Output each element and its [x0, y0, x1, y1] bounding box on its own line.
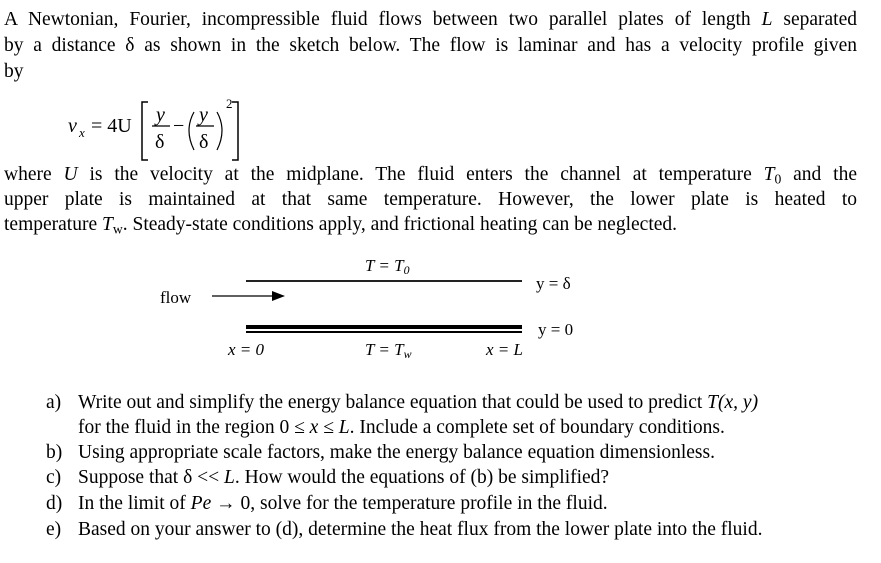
var-L: L — [761, 9, 773, 30]
var-T: T — [102, 214, 113, 235]
text: separated — [772, 9, 857, 30]
text: A Newtonian, Fourier, incompressible fluid flows between two parallel plates of length — [4, 9, 762, 30]
right-paren — [217, 112, 222, 150]
var: x — [309, 417, 319, 438]
question-e-label: e) — [46, 519, 62, 540]
subscript: 0 — [403, 262, 410, 277]
var: L — [224, 467, 235, 488]
subscript: w — [112, 221, 123, 237]
para2-line-2: upper plate is maintained at that same temperature. However, the lower plate is heated to — [4, 189, 857, 210]
var-U: U — [63, 164, 78, 185]
subscript: w — [403, 346, 412, 361]
text: In the limit of — [78, 493, 191, 514]
x0-label: x = 0 — [228, 340, 265, 359]
upper-y-label: y = δ — [536, 274, 571, 293]
question-c-label: c) — [46, 467, 62, 488]
upper-plate — [246, 280, 522, 282]
var-T: T — [763, 164, 775, 185]
eq-minus: − — [173, 115, 185, 137]
intro-line-3: by — [4, 61, 24, 82]
eq-den-2: δ — [199, 131, 209, 153]
eq-exponent: 2 — [226, 96, 233, 111]
var: L — [338, 417, 350, 438]
var: T(x, y) — [707, 392, 759, 413]
question-e-text: Based on your answer to (d), determine the heat flux from the lower plate into the fluid. — [78, 519, 763, 540]
text: Write out and simplify the energy balance equation that could be used to predict — [78, 392, 708, 413]
text: → 0, solve for the temperature profile in the fluid. — [211, 493, 608, 514]
para2-line-1 — [4, 163, 857, 187]
text: . Steady-state conditions apply, and frictional heating can be neglected. — [122, 214, 678, 235]
var: Pe — [190, 493, 212, 514]
text: T = T — [365, 256, 404, 275]
top-temp-label — [365, 256, 410, 276]
question-b-label: b) — [46, 442, 63, 463]
eq-coef: = 4U — [91, 115, 132, 137]
eq-num-1: y — [156, 104, 165, 126]
eq-lhs: v — [68, 115, 77, 137]
right-bracket — [232, 102, 238, 160]
flow-label: flow — [160, 288, 192, 307]
text: . Include a complete set of boundary conditions. — [349, 417, 725, 438]
para2-line-3 — [4, 213, 857, 237]
text: for the fluid in the region 0 ≤ — [78, 417, 310, 438]
bottom-temp-label — [365, 340, 412, 360]
question-d-text — [78, 492, 608, 516]
lower-y-label: y = 0 — [538, 320, 574, 339]
question-d-label: d) — [46, 493, 63, 514]
text: ≤ — [318, 417, 339, 438]
velocity-equation — [60, 88, 300, 163]
question-a-label: a) — [46, 392, 62, 413]
eq-den-1: δ — [155, 131, 165, 153]
question-b-text: Using appropriate scale factors, make the energy balance equation dimensionless. — [78, 442, 715, 463]
flow-arrow-icon — [212, 290, 286, 302]
question-a-line-2 — [78, 416, 725, 440]
eq-num-2: y — [199, 104, 208, 126]
eq-lhs-sub: x — [79, 125, 85, 140]
text: . How would the equations of (b) be simplified? — [234, 467, 610, 488]
question-a-line-1 — [78, 391, 758, 415]
text: Suppose that δ << — [78, 467, 225, 488]
left-paren — [189, 112, 194, 150]
text: and the — [781, 164, 857, 185]
left-bracket — [142, 102, 148, 160]
question-c-text — [78, 466, 609, 490]
subscript: 0 — [774, 171, 782, 187]
intro-line-2: by a distance δ as shown in the sketch below. The flow is laminar and has a velocity profile given — [4, 35, 857, 56]
text: is the velocity at the midplane. The fluid enters the channel at temperature — [77, 164, 764, 185]
text: T = T — [365, 340, 404, 359]
intro-line-1 — [4, 8, 857, 32]
lower-plate — [246, 325, 522, 329]
xL-label: x = L — [486, 340, 523, 359]
text: where — [4, 164, 64, 185]
lower-plate-edge — [246, 331, 522, 333]
text: temperature — [4, 214, 102, 235]
